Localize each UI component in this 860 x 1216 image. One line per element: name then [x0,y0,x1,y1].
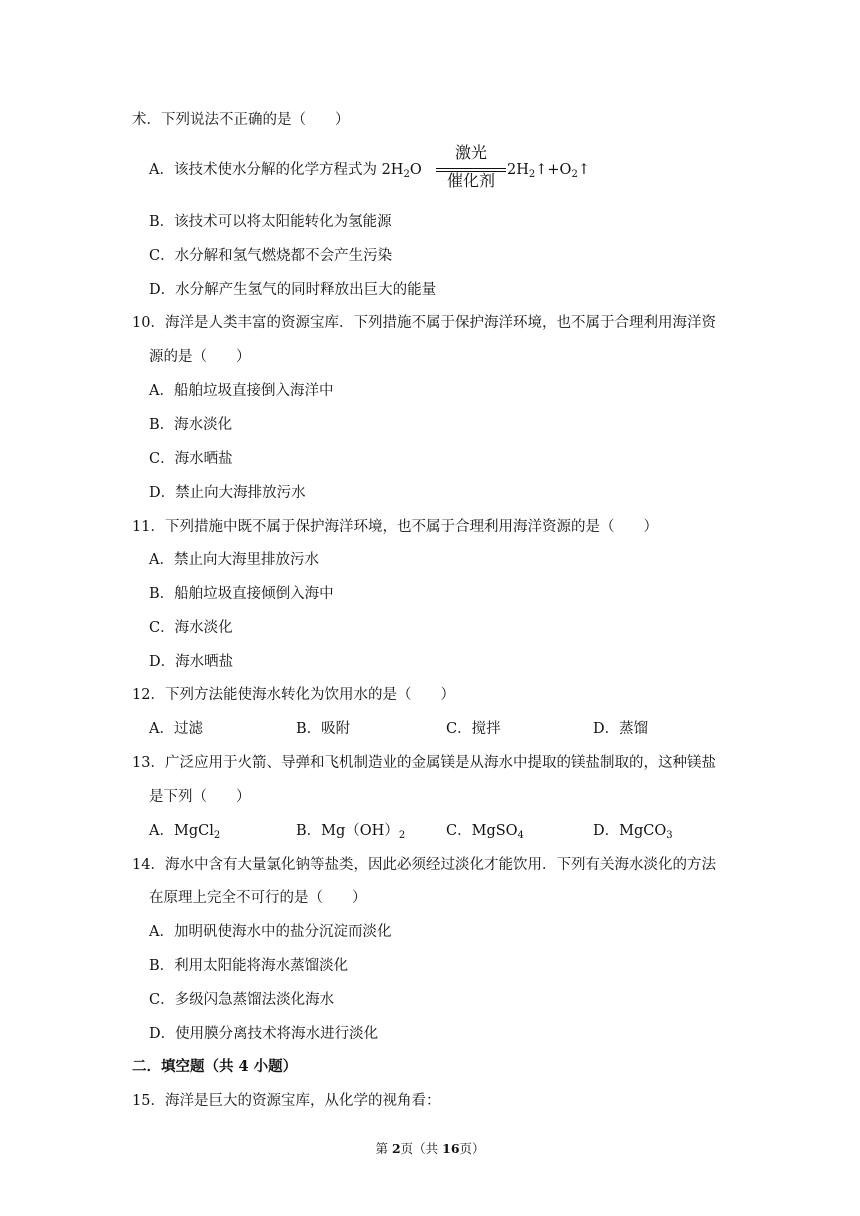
footer-pre: 第 [375,1141,392,1156]
q9-a-product-o: ↑+O [535,162,572,178]
footer-post: 页） [459,1141,485,1156]
q14-option-c: C．多级闪急蒸馏法淡化海水 [149,992,335,1008]
q9-option-a-text [149,160,422,185]
q13-option-c-text: C．MgSO [446,823,518,839]
reaction-bar-upper [436,168,506,169]
q14-stem-line2: 在原理上完全不可行的是（ ） [149,890,367,906]
q9-a-product-arrow: ↑ [577,162,590,178]
q13-option-d-text: D．MgCO [593,823,667,839]
q9-option-c: C．水分解和氢气燃烧都不会产生污染 [149,248,393,264]
q13-option-a-text: A．MgCl [149,823,214,839]
q9-a-product-h: 2H [507,162,529,178]
q10-option-a: A．船舶垃圾直接倒入海洋中 [149,383,334,399]
q9-option-d: D．水分解产生氢气的同时释放出巨大的能量 [149,282,437,298]
q13-stem-line1: 13．广泛应用于火箭、导弹和飞机制造业的金属镁是从海水中提取的镁盐制取的，这种镁盐 [132,755,716,771]
q15-stem: 15．海洋是巨大的资源宝库，从化学的视角看： [132,1093,441,1109]
q9-a-product-o-sub: 2 [571,169,578,180]
q9-option-b: B．该技术可以将太阳能转化为氢能源 [149,214,392,230]
q12-option-b: B．吸附 [296,721,351,737]
q14-option-d: D．使用膜分离技术将海水进行淡化 [149,1026,379,1042]
q9-a-mid: O [409,162,422,178]
q10-option-d: D．禁止向大海排放污水 [149,485,306,501]
q14-option-b: B．利用太阳能将海水蒸馏淡化 [149,958,349,974]
q9-a-prefix: A．该技术使水分解的化学方程式为 2H [149,162,404,178]
q9-a-sub1: 2 [403,169,410,180]
q10-option-b: B．海水淡化 [149,417,233,433]
q11-option-b: B．船舶垃圾直接倾倒入海中 [149,586,334,602]
q11-stem: 11．下列措施中既不属于保护海洋环境，也不属于合理利用海洋资源的是（ ） [132,519,658,535]
q13-option-b-text: B．Mg（OH） [296,823,399,839]
q9-stem-tail: 术．下列说法不正确的是（ ） [132,112,350,128]
footer-mid: 页（共 [400,1141,443,1156]
page-footer [0,1140,860,1158]
q11-option-c: C．海水淡化 [149,620,233,636]
q11-option-d: D．海水晒盐 [149,654,234,670]
q13-option-d [593,821,673,846]
q10-stem-line1: 10．海洋是人类丰富的资源宝库．下列措施不属于保护海洋环境，也不属于合理利用海洋资 [132,315,716,331]
q13-option-b-sub: 2 [398,830,406,841]
q13-option-d-sub: 3 [666,830,673,841]
reaction-condition-bottom: 催化剂 [446,171,495,190]
q10-option-c: C．海水晒盐 [149,451,233,467]
q12-option-c: C．搅拌 [446,721,501,737]
q13-option-c-sub: 4 [517,830,524,841]
q14-stem-line1: 14．海水中含有大量氯化钠等盐类，因此必须经过淡化才能饮用．下列有关海水淡化的方法 [132,857,716,873]
q12-option-a: A．过滤 [149,721,203,737]
q14-option-a: A．加明矾使海水中的盐分沉淀而淡化 [149,924,392,940]
q13-option-a [149,821,220,846]
reaction-condition-top: 激光 [454,143,487,162]
section-title: 二．填空题（共 4 小题） [132,1058,298,1075]
q12-stem: 12．下列方法能使海水转化为饮用水的是（ ） [132,687,455,703]
q11-option-a: A．禁止向大海里排放污水 [149,552,319,568]
q9-a-product-h-sub: 2 [528,169,536,180]
footer-page-number: 2 [391,1141,401,1156]
q13-option-a-sub: 2 [213,830,221,841]
q13-option-b [296,821,405,846]
q10-stem-line2: 源的是（ ） [149,349,251,365]
q12-option-d: D．蒸馏 [593,721,649,737]
q9-a-products [507,160,590,185]
footer-total-pages: 16 [442,1141,460,1156]
q13-option-c [446,821,524,846]
q13-stem-line2: 是下列（ ） [149,789,251,805]
